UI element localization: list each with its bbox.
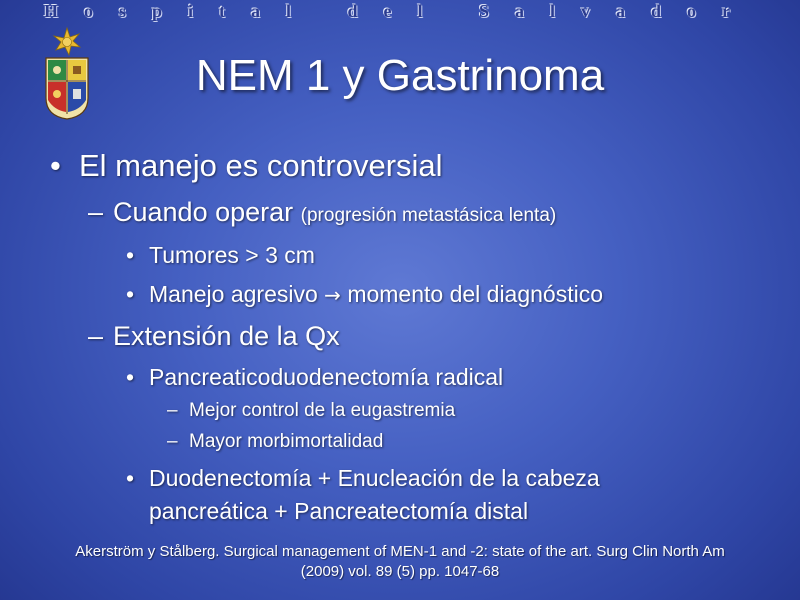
bullet-marker: • (126, 364, 135, 390)
bullet-extension-qx: Extensión de la Qx (113, 321, 340, 351)
citation-line-2: (2009) vol. 89 (5) pp. 1047-68 (300, 563, 500, 580)
dash-marker: – (167, 431, 178, 452)
citation (40, 542, 760, 582)
bullet-cuando-operar (113, 196, 556, 232)
bullet-marker: • (126, 465, 135, 491)
bullet-marker: • (50, 148, 61, 183)
citation-line-1: Akerström y Stålberg. Surgical management of MEN-1 and -2: state of the art. Surg Clin North Am (75, 543, 725, 560)
bullet-mejor-control: Mejor control de la eugastremia (189, 400, 456, 421)
bullet-manejo-agresivo (149, 280, 603, 309)
dash-marker: – (167, 400, 178, 421)
bullet-tumores: Tumores > 3 cm (149, 242, 315, 268)
bullet-marker: • (126, 281, 135, 307)
slide-title: NEM 1 y Gastrinoma (195, 51, 605, 100)
dash-marker: – (88, 321, 104, 351)
bullet-mayor-morbimortalidad: Mayor morbimortalidad (189, 431, 384, 452)
arrow-right-icon: → (324, 283, 341, 307)
bullet-cuando-operar-text: Cuando operar (113, 197, 294, 227)
bullet-duodenectomia-line1: Duodenectomía + Enucleación de la cabeza (149, 465, 600, 491)
dash-marker: – (88, 197, 104, 227)
bullet-cuando-operar-note: (progresión metastásica lenta) (300, 205, 557, 226)
bullet-pancreaticoduodenectomia: Pancreaticoduodenectomía radical (149, 364, 504, 390)
bullet-duodenectomia-line2: pancreática + Pancreatectomía distal (149, 498, 529, 524)
institution-header: Hospital del Salvador (43, 1, 757, 21)
bullet-momento-diagnostico-text: momento del diagnóstico (347, 281, 604, 307)
bullet-marker: • (126, 242, 135, 268)
bullet-manejo-agresivo-text: Manejo agresivo (149, 281, 318, 307)
bullet-manejo-controversial: El manejo es controversial (79, 148, 443, 183)
